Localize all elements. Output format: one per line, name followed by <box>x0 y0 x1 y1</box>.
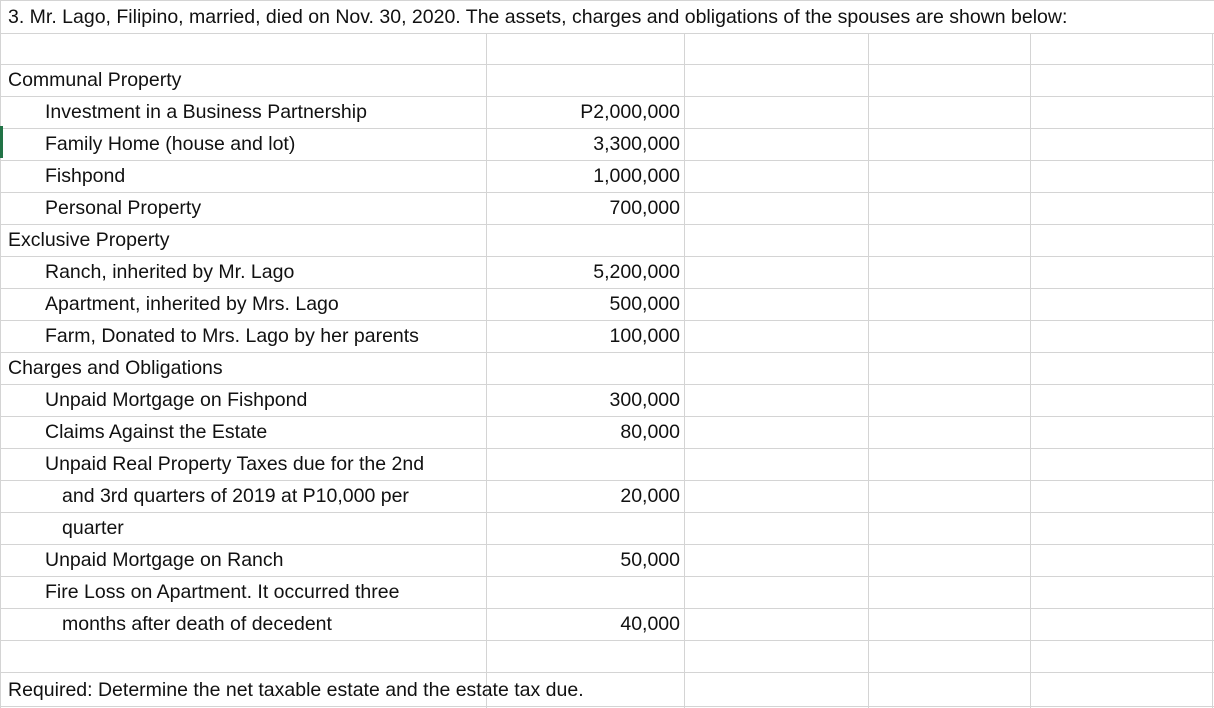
item-amount[interactable]: 5,200,000 <box>593 261 680 283</box>
item-amount[interactable]: 40,000 <box>620 613 680 635</box>
item-label[interactable]: Unpaid Mortgage on Ranch <box>45 549 284 571</box>
item-label[interactable]: Fishpond <box>45 165 126 187</box>
grid-row-line <box>0 512 1214 513</box>
item-label[interactable]: Farm, Donated to Mrs. Lago by her parents <box>45 325 419 347</box>
grid-row-line <box>0 706 1214 707</box>
section-exclusive-property[interactable]: Exclusive Property <box>8 229 170 251</box>
item-label[interactable]: Family Home (house and lot) <box>45 133 296 155</box>
item-label-continued[interactable]: and 3rd quarters of 2019 at P10,000 per <box>62 485 409 507</box>
item-label-continued[interactable]: months after death of decedent <box>62 613 332 635</box>
item-label[interactable]: Claims Against the Estate <box>45 421 268 443</box>
grid-row-line <box>0 640 1214 641</box>
problem-title[interactable]: 3. Mr. Lago, Filipino, married, died on Nov. 30, 2020. The assets, charges and obligations of the spouses are shown below: <box>8 6 1068 28</box>
item-amount[interactable]: 80,000 <box>620 421 680 443</box>
required-instruction[interactable]: Required: Determine the net taxable estate and the estate tax due. <box>8 679 584 701</box>
item-label[interactable]: Fire Loss on Apartment. It occurred three <box>45 581 400 603</box>
selected-cell-indicator <box>0 126 3 158</box>
item-amount[interactable]: 700,000 <box>609 197 680 219</box>
grid-column-line <box>1030 33 1031 708</box>
item-label[interactable]: Apartment, inherited by Mrs. Lago <box>45 293 339 315</box>
grid-row-line <box>0 64 1214 65</box>
item-amount[interactable]: 500,000 <box>609 293 680 315</box>
section-charges-obligations[interactable]: Charges and Obligations <box>8 357 223 379</box>
item-amount[interactable]: 100,000 <box>609 325 680 347</box>
section-communal-property[interactable]: Communal Property <box>8 69 182 91</box>
grid-row-line <box>0 33 1214 34</box>
item-amount[interactable]: 50,000 <box>620 549 680 571</box>
grid-row-line <box>0 672 1214 673</box>
grid-column-line <box>1212 33 1213 708</box>
item-label-continued[interactable]: quarter <box>62 517 124 539</box>
item-label[interactable]: Unpaid Real Property Taxes due for the 2nd <box>45 453 425 475</box>
item-amount[interactable]: P2,000,000 <box>580 101 680 123</box>
item-amount[interactable]: 3,300,000 <box>593 133 680 155</box>
item-label[interactable]: Personal Property <box>45 197 202 219</box>
item-amount[interactable]: 300,000 <box>609 389 680 411</box>
item-label[interactable]: Ranch, inherited by Mr. Lago <box>45 261 295 283</box>
item-label[interactable]: Investment in a Business Partnership <box>45 101 367 123</box>
item-amount[interactable]: 20,000 <box>620 485 680 507</box>
grid-column-line <box>684 33 685 708</box>
grid-row-line <box>0 224 1214 225</box>
grid-column-line <box>868 33 869 708</box>
item-label[interactable]: Unpaid Mortgage on Fishpond <box>45 389 308 411</box>
grid-column-line <box>0 0 1 708</box>
item-amount[interactable]: 1,000,000 <box>593 165 680 187</box>
